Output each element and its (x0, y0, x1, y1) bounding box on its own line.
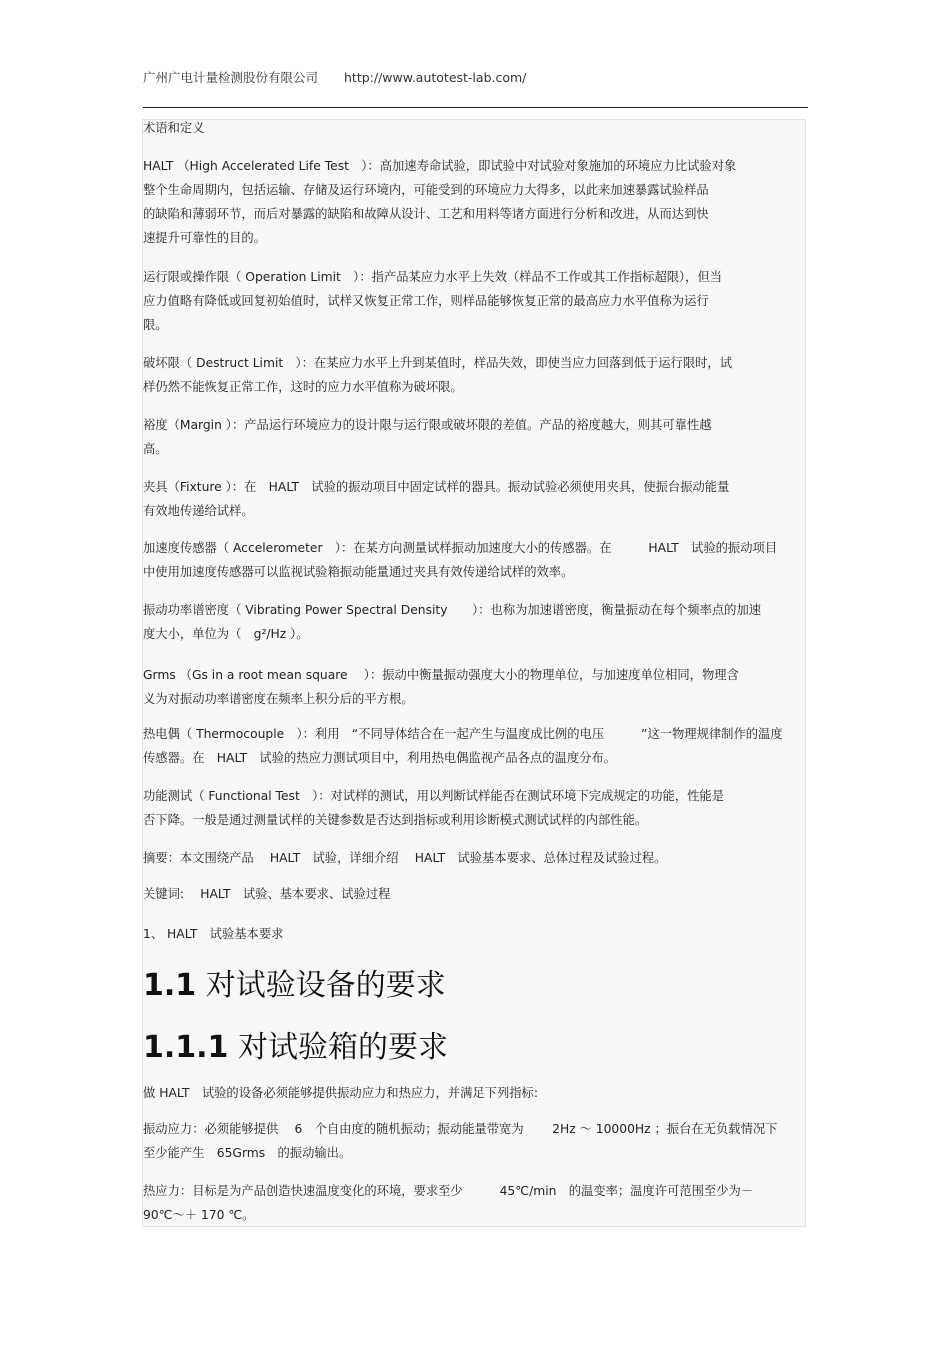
definition-psd: 振动功率谱密度（ Vibrating Power Spectral Density ）：也称为加速谱密度，衡量振动在每个频率点的加速 度大小，单位为（ g²/Hz ）。 (143, 603, 762, 641)
company-name: 广州广电计量检测股份有限公司 (143, 70, 319, 85)
definition-destruct-limit: 破坏限（ Destruct Limit ）：在某应力水平上升到某值时，样品失效，即使当应力回落到低于运行限时，试 样仍然不能恢复正常工作，这时的应力水平值称为破坏限。 (143, 356, 733, 394)
definition-thermocouple: 热电偶（ Thermocouple ）：利用 “不同导体结合在一起产生与温度成比例的电压 ”这一物理规律制作的温度 传感器。在 HALT 试验的热应力测试项目中，利用热电偶监视产品各点的温度分布。 (143, 727, 783, 765)
definition-functional-test: 功能测试（ Functional Test ）：对试样的测试，用以判断试样能否在测试环境下完成规定的功能，性能是 否下降。一般是通过测量试样的关键参数是否达到指标或利用诊断模式测试试样的内部性能。 (143, 789, 725, 827)
page-header (143, 68, 526, 86)
heading-1-1-text: 对试验设备的要求 (196, 968, 446, 1003)
heading-1-1-1-text: 对试验箱的要求 (228, 1030, 448, 1065)
heading-1-1 (143, 966, 803, 1006)
heading-1-1-1-number: 1.1.1 (143, 1030, 229, 1065)
definition-grms: Grms （Gs in a root mean square ）：振动中衡量振动强度大小的物理单位，与加速度单位相同，物理含 义为对振动功率谱密度在频率上积分后的平方根。 (143, 668, 739, 706)
keywords: 关键词: HALT 试验、基本要求、试验过程 (143, 887, 391, 901)
heading-1-1-1 (143, 1028, 803, 1068)
abstract: 摘要：本文围绕产品 HALT 试验，详细介绍 HALT 试验基本要求、总体过程及试验过程。 (143, 851, 667, 865)
section-heading-1: 1、 HALT 试验基本要求 (143, 927, 284, 941)
definition-accelerometer: 加速度传感器（ Accelerometer ）：在某方向测量试样振动加速度大小的传感器。在 HALT 试验的振动项目 中使用加速度传感器可以监视试验箱振动能量通过夹具有效传递给试样的效率。 (143, 541, 778, 579)
company-url[interactable]: http://www.autotest-lab.com/ (344, 70, 527, 85)
definition-fixture: 夹具（Fixture ）：在 HALT 试验的振动项目中固定试样的器具。振动试验必须使用夹具，使振台振动能量 有效地传递给试样。 (143, 480, 730, 518)
thermal-stress: 热应力：目标是为产品创造快速温度变化的环境，要求至少 45℃/min 的温变率；温度许可范围至少为－ 90℃～＋ 170 ℃。 (143, 1184, 754, 1222)
definition-operation-limit: 运行限或操作限（ Operation Limit ）：指产品某应力水平上失效（样品不工作或其工作指标超限），但当 应力值略有降低或回复初始值时，试样又恢复正常工作，则样品能够恢复正常的最高应力水平值称为运行 限。 (143, 270, 723, 332)
definition-margin: 裕度（Margin ）：产品运行环境应力的设计限与运行限或破坏限的差值。产品的裕度越大，则其可靠性越 高。 (143, 418, 712, 456)
definition-halt: HALT （High Accelerated Life Test ）：高加速寿命试验，即试验中对试验对象施加的环境应力比试验对象 整个生命周期内，包括运输、存储及运行环境内，可能受到的环境应力大得多，以此来加速暴露试验样品 的缺陷和薄弱环节，而后对暴露的缺陷和故障从设计、工艺和用料等诸方面进行分析和改进，从而达到快 速提升可靠性的目的。 (143, 159, 737, 245)
vibration-stress: 振动应力：必须能够提供 6 个自由度的随机振动；振动能量带宽为 2Hz ～ 10000Hz ；振台在无负载情况下 至少能产生 65Grms 的振动输出。 (143, 1122, 778, 1160)
header-divider (143, 107, 808, 108)
equipment-intro: 做 HALT 试验的设备必须能够提供振动应力和热应力，并满足下列指标: (143, 1086, 538, 1100)
heading-1-1-number: 1.1 (143, 968, 197, 1003)
section-title-terms: 术语和定义 (143, 121, 205, 135)
